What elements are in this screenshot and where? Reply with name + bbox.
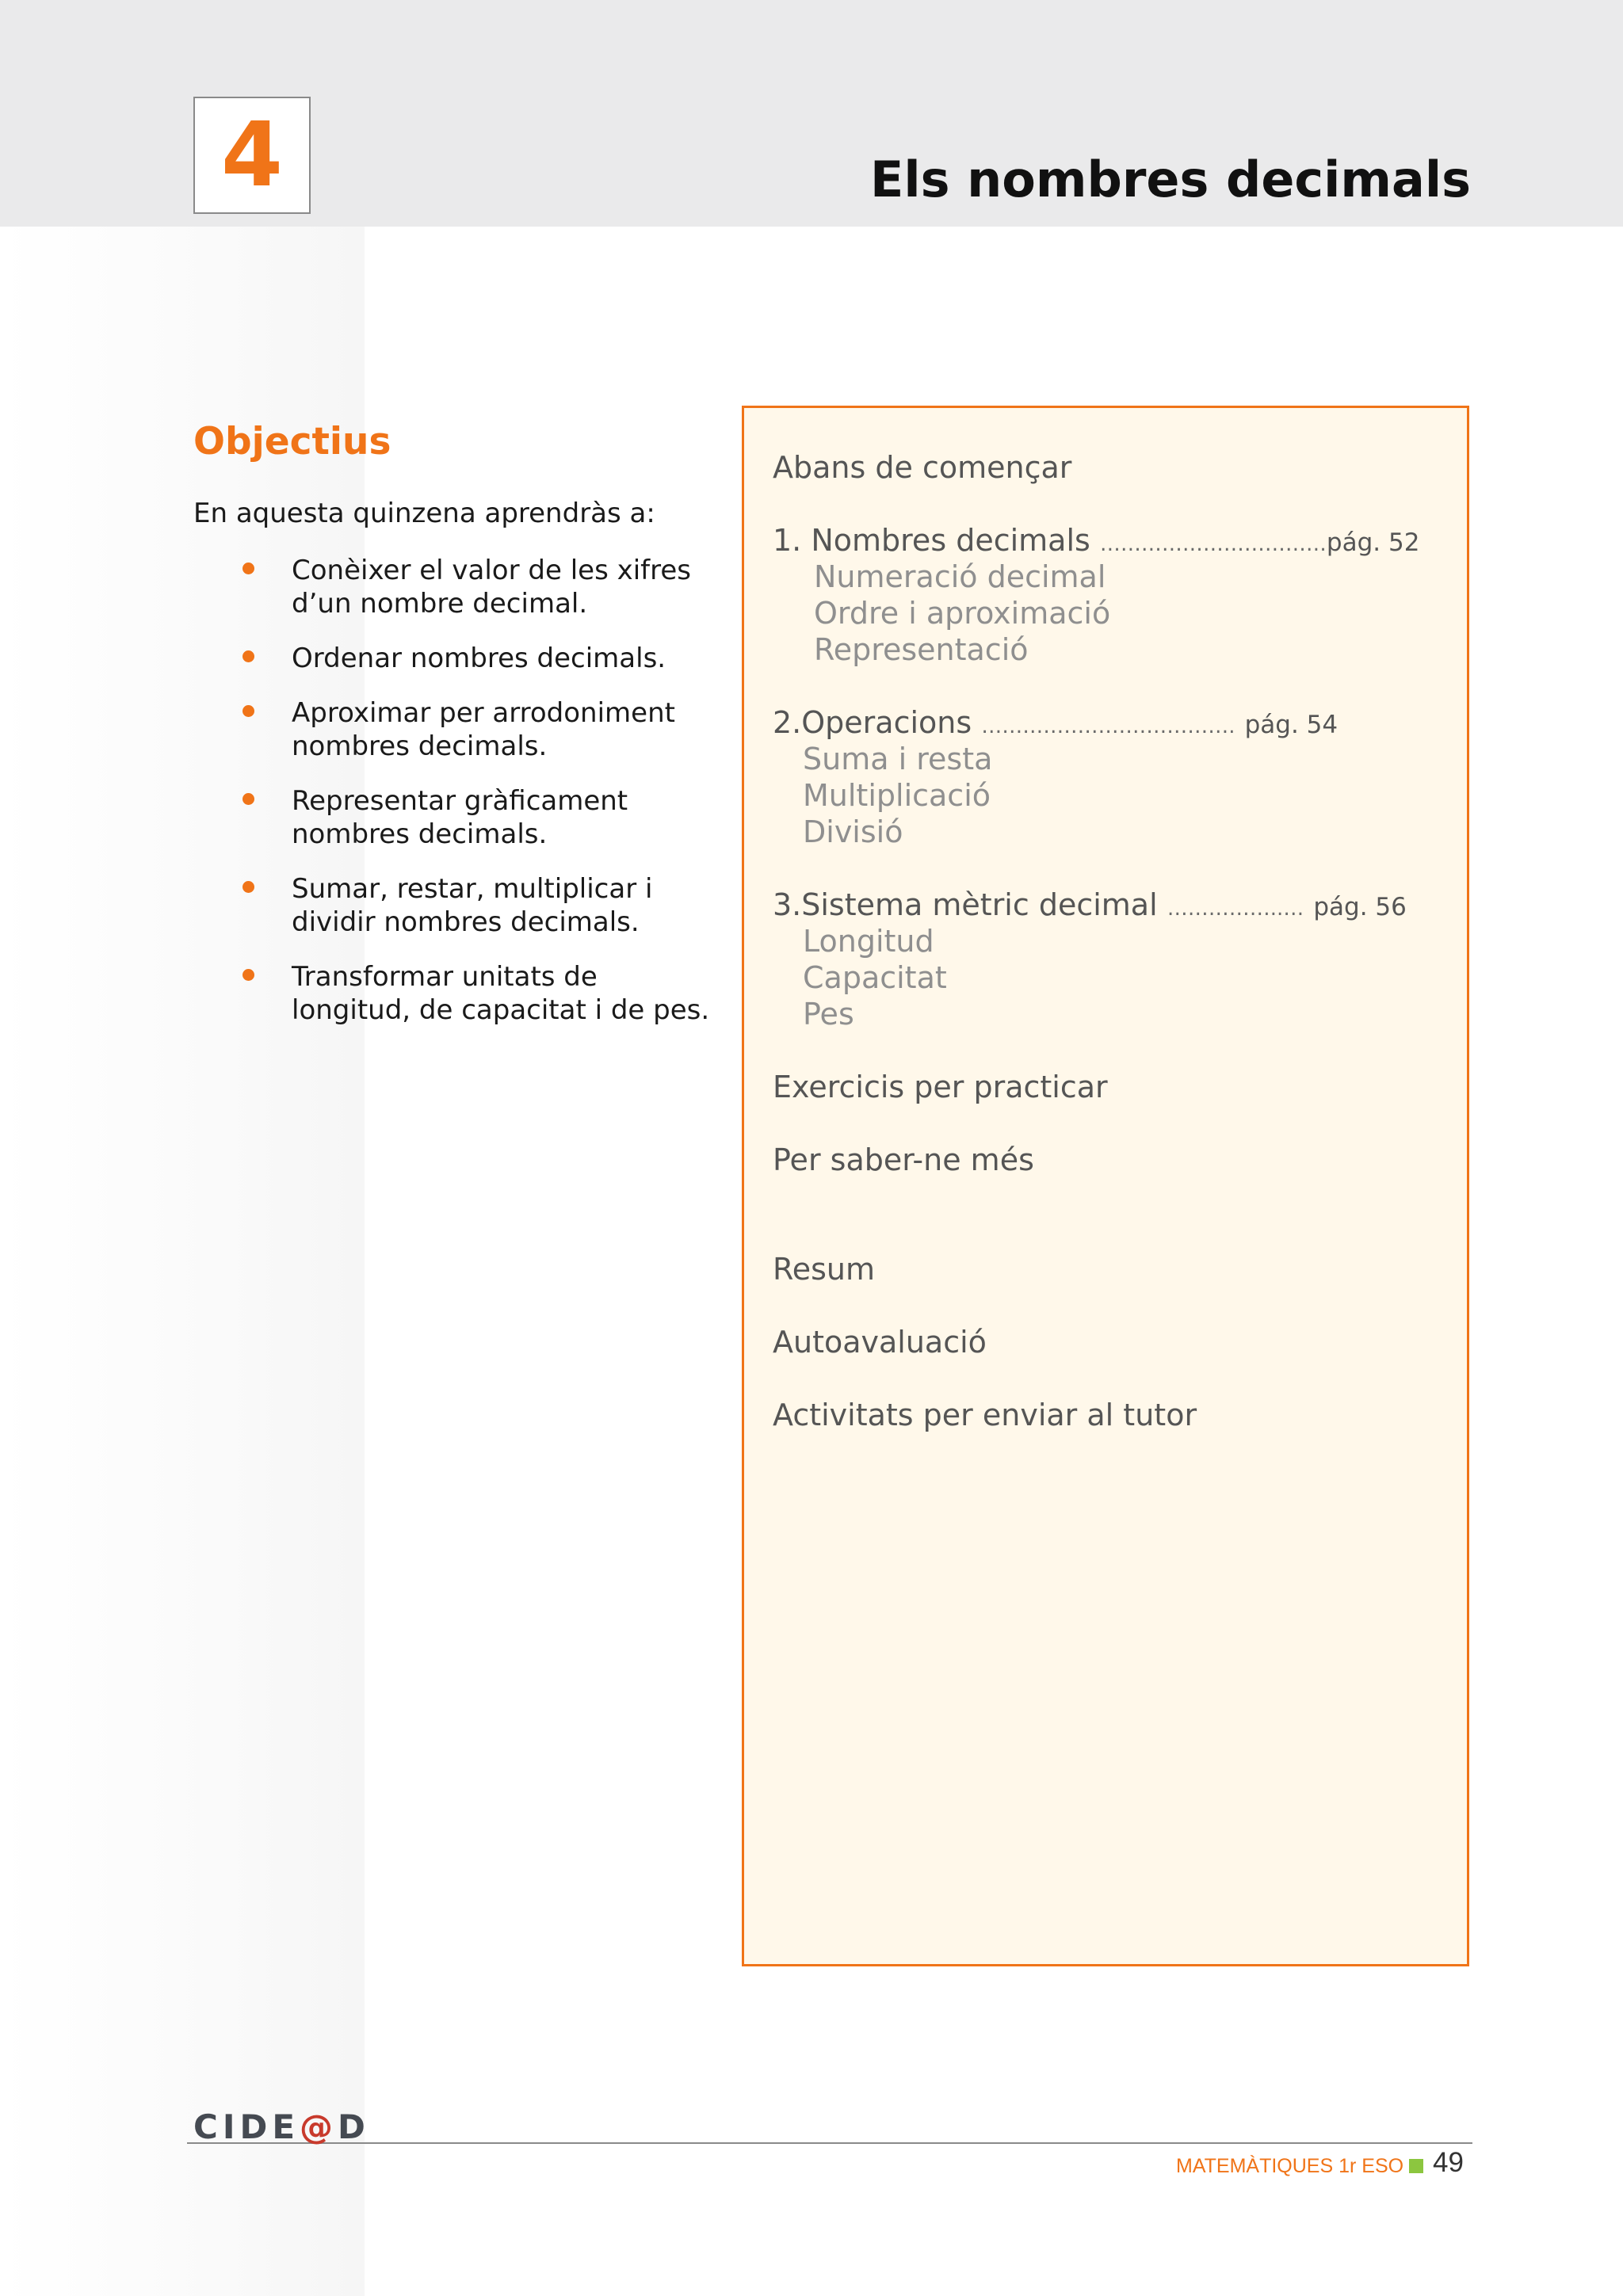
toc-section-1[interactable] [773,522,1419,563]
toc-section-3[interactable] [773,887,1407,927]
objective-line: longitud, de capacitat i de pes. [292,994,710,1026]
logo-text: D [338,2107,370,2146]
toc-section-title: 2.Operacions [773,705,972,740]
objectives-title: Objectius [193,420,391,463]
footer-divider [187,2142,1472,2144]
objectives-section [193,420,732,1048]
toc-learn-more[interactable]: Per saber-ne més [773,1142,1034,1177]
bullet-icon [242,563,254,574]
toc-before-start[interactable]: Abans de començar [773,450,1072,485]
unit-number-box [193,97,311,214]
toc-tutor-activities[interactable]: Activitats per enviar al tutor [773,1398,1197,1432]
bullet-icon [242,881,254,893]
objective-item [193,696,732,763]
logo-at-symbol: @ [300,2107,338,2146]
table-of-contents [742,406,1469,1966]
unit-number: 4 [221,104,283,207]
page-title: Els nombres decimals [870,151,1471,208]
toc-sub-item[interactable]: Multiplicació [803,778,991,813]
objective-item [193,554,732,620]
objective-line: Sumar, restar, multiplicar i [292,872,653,905]
toc-leader-dots: ………………………………. [981,715,1235,738]
bullet-icon [242,969,254,981]
toc-self-evaluation[interactable]: Autoavaluació [773,1325,987,1360]
toc-leader-dots: …………………………… [1099,532,1327,556]
objective-item [193,872,732,939]
objective-line: dividir nombres decimals. [292,906,640,938]
toc-page-number: pág. 54 [1244,711,1338,739]
toc-sub-item[interactable]: Representació [814,632,1029,667]
toc-sub-item[interactable]: Suma i resta [803,742,993,776]
toc-page-number: pág. 52 [1326,528,1420,557]
bullet-icon [242,793,254,805]
page-number: 49 [1433,2147,1464,2178]
objective-item [193,960,732,1027]
toc-sub-item[interactable]: Numeració decimal [814,559,1106,594]
footer-course-label: MATEMÀTIQUES 1r ESO [1176,2155,1404,2177]
toc-leader-dots: ……………..… [1167,897,1304,921]
toc-exercises[interactable]: Exercicis per practicar [773,1070,1108,1104]
objective-line: d’un nombre decimal. [292,587,588,620]
toc-sub-item[interactable]: Capacitat [803,960,947,995]
logo-text: CIDE [193,2107,300,2146]
bullet-icon [242,705,254,717]
objective-line: Conèixer el valor de les xifres [292,554,691,586]
toc-section-2[interactable] [773,704,1338,745]
objective-line: Ordenar nombres decimals. [292,642,666,674]
toc-sub-item[interactable]: Pes [803,997,854,1032]
toc-summary[interactable]: Resum [773,1252,875,1287]
objective-line: Aproximar per arrodoniment [292,696,675,729]
toc-sub-item[interactable]: Ordre i aproximació [814,596,1111,631]
toc-sub-item[interactable]: Longitud [803,924,934,959]
objectives-intro: En aquesta quinzena aprendràs a: [193,498,655,530]
square-icon [1409,2159,1423,2173]
toc-page-number: pág. 56 [1313,893,1407,921]
toc-section-title: 1. Nombres decimals [773,523,1090,558]
objective-line: nombres decimals. [292,730,548,762]
objective-line: Transformar unitats de [292,960,598,993]
objective-line: nombres decimals. [292,818,548,850]
toc-sub-item[interactable]: Divisió [803,814,903,849]
objective-line: Representar gràficament [292,784,628,817]
bullet-icon [242,650,254,662]
toc-section-title: 3.Sistema mètric decimal [773,887,1158,922]
objective-item [193,784,732,851]
cidead-logo [193,2107,370,2146]
objective-item [193,642,732,675]
objectives-list [193,554,732,1027]
